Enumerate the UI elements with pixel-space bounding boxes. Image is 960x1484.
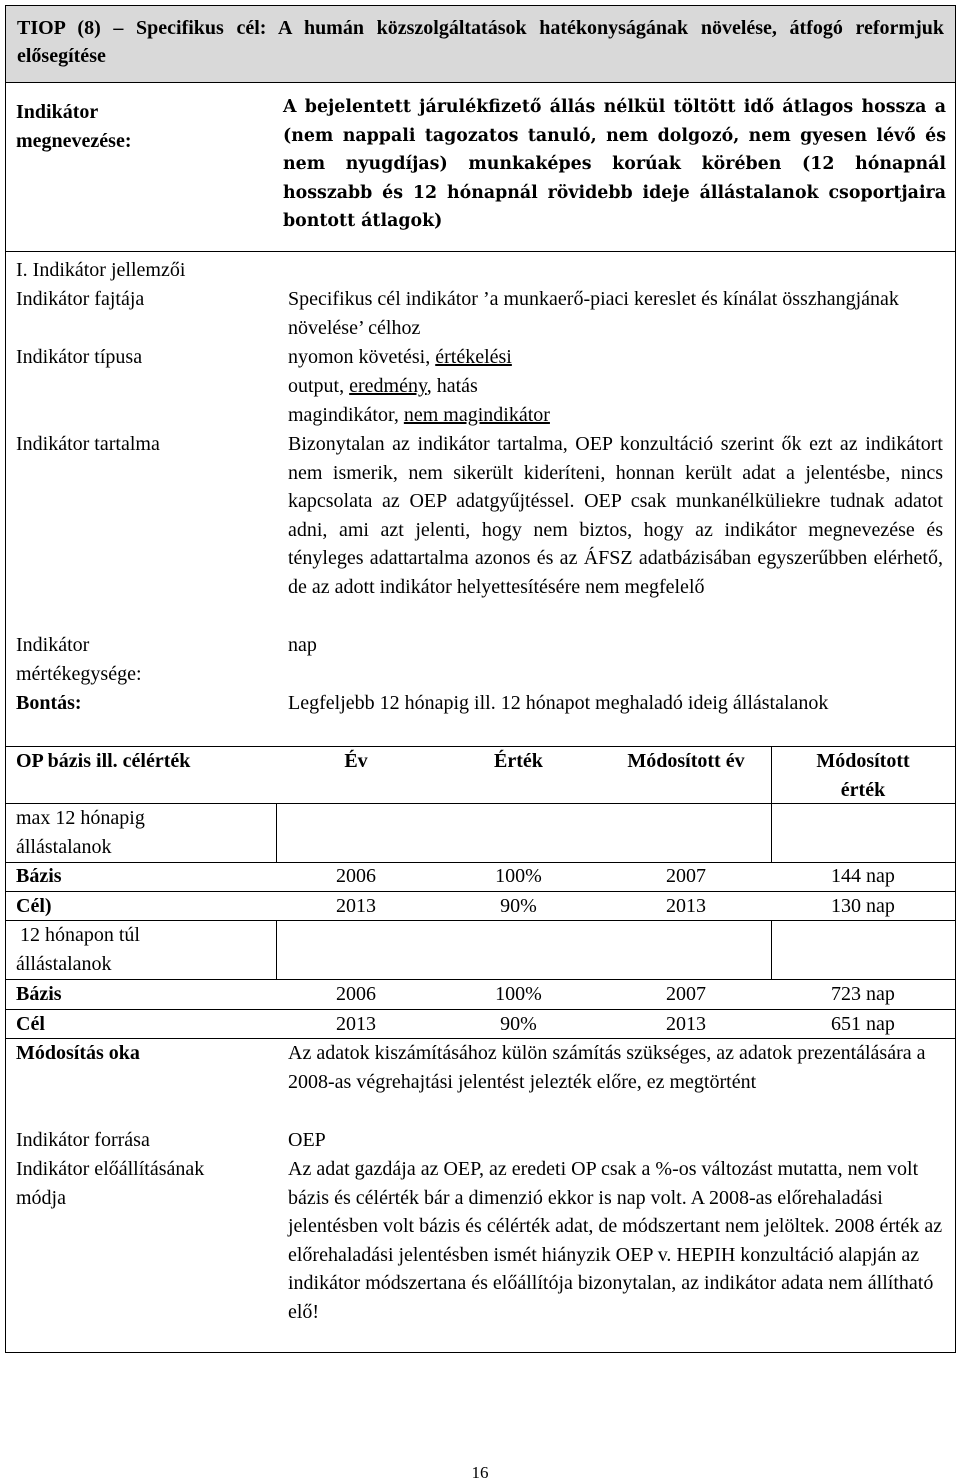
unit-value: nap [288, 634, 317, 656]
row-mod-ev: 2013 [666, 895, 706, 917]
bontas-label: Bontás: [16, 692, 82, 714]
table-header-label: OP bázis ill. célérték [16, 750, 191, 772]
row-label: Cél) [16, 895, 52, 917]
row-mod-ertek: 723 nap [831, 983, 895, 1005]
indicator-sheet [5, 5, 956, 1353]
row-mod-ertek: 130 nap [831, 895, 895, 917]
col-mod-ev: Módosított év [627, 750, 745, 772]
page-title: TIOP (8) – Specifikus cél: A humán közszolgáltatások hatékonyságának növelése, átfogó reformjuk elősegítése [6, 6, 955, 83]
row-label: Bázis [16, 865, 62, 887]
col-ertek: Érték [494, 750, 543, 772]
eloallitas-value: Az adat gazdája az OEP, az eredeti OP csak a %-os változást mutatta, nem volt bázis és célérték bár a dimenzió ekkor is nap volt. A 2008-as előrehaladási jelentésben volt bázis és célérték adat, de módszertant nem jelöltek. 2008 érték az előrehaladási jelentésben ismét hiányzik OEP v. HEPIH konzultáció alapján az indikátor módszertana és előállítója bizonytalan, az indikátor adata nem állítható elő! [288, 1158, 943, 1323]
row-ertek: 90% [500, 1013, 537, 1035]
tipus-line-3: magindikátor, nem magindikátor [288, 404, 550, 426]
name-label: Indikátor megnevezése: [16, 101, 132, 152]
tartalma-value: Bizonytalan az indikátor tartalma, OEP konzultáció szerint ők ezt az indikátort nem ismerik, nem sikerült kideríteni, honnan került adat a jelentésbe, nincs kapcsolata az OEP adatgyűjtéssel. OEP csak munkanélküliekre tudnak adatot adni, ami azt jelenti, hogy nem biztos, hogy az indikátor megnevezése és tényleges adattartalma azonos és az ÁFSZ adatbázisában egyszerűbben elérhető, de az adott indikátor helyettesítésére nem megfelelő [288, 433, 943, 598]
tipus-line-2: output, eredmény, hatás [288, 375, 478, 397]
row-ev: 2006 [336, 983, 376, 1005]
page-number: 16 [471, 1463, 489, 1482]
col-ev: Év [344, 750, 368, 772]
fajta-value: Specifikus cél indikátor ’a munkaerő-piaci kereslet és kínálat összhangjának növelése’ célhoz [288, 288, 899, 339]
row-ev: 2013 [336, 1013, 376, 1035]
modositas-label: Módosítás oka [16, 1042, 140, 1064]
group-2-label: 12 hónapon túl állástalanok [16, 924, 140, 975]
eloallitas-label: Indikátor előállításának módja [16, 1158, 205, 1209]
row-ev: 2013 [336, 895, 376, 917]
tipus-line-1: nyomon követési, értékelési [288, 346, 512, 368]
tartalma-label: Indikátor tartalma [16, 433, 160, 455]
row-mod-ev: 2007 [666, 865, 706, 887]
section-label: I. Indikátor jellemzői [16, 259, 186, 281]
fajta-label: Indikátor fajtája [16, 288, 145, 310]
tipus-label: Indikátor típusa [16, 346, 143, 368]
forras-value: OEP [288, 1129, 326, 1151]
row-ertek: 90% [500, 895, 537, 917]
forras-label: Indikátor forrása [16, 1129, 150, 1151]
name-value: A bejelentett járulékfizető állás nélkül töltött idő átlagos hossza a (nem nappali tagozatos tanuló, nem dolgozó, nem gyesen lévő és nem nyugdíjas) munkaképes korúak körében (12 hónapnál hosszabb és 12 hónapnál rövidebb ideje állástalanok csoportjaira bontott átlagok) [283, 97, 946, 232]
bontas-value: Legfeljebb 12 hónapig ill. 12 hónapot meghaladó ideig állástalanok [288, 692, 829, 714]
row-mod-ertek: 651 nap [831, 1013, 895, 1035]
row-mod-ev: 2013 [666, 1013, 706, 1035]
row-label: Bázis [16, 983, 62, 1005]
row-mod-ev: 2007 [666, 983, 706, 1005]
col-mod-ertek: Módosított érték [816, 750, 910, 801]
group-1-label: max 12 hónapig állástalanok [16, 807, 145, 858]
modositas-value: Az adatok kiszámításához külön számítás szükséges, az adatok prezentálására a 2008-as végrehajtási jelentést jelezték előre, ez megtörtént [288, 1042, 926, 1093]
row-ertek: 100% [495, 983, 542, 1005]
row-ertek: 100% [495, 865, 542, 887]
row-ev: 2006 [336, 865, 376, 887]
row-label: Cél [16, 1013, 45, 1035]
row-mod-ertek: 144 nap [831, 865, 895, 887]
unit-label: Indikátor mértékegysége: [16, 634, 142, 685]
divider [6, 251, 955, 252]
